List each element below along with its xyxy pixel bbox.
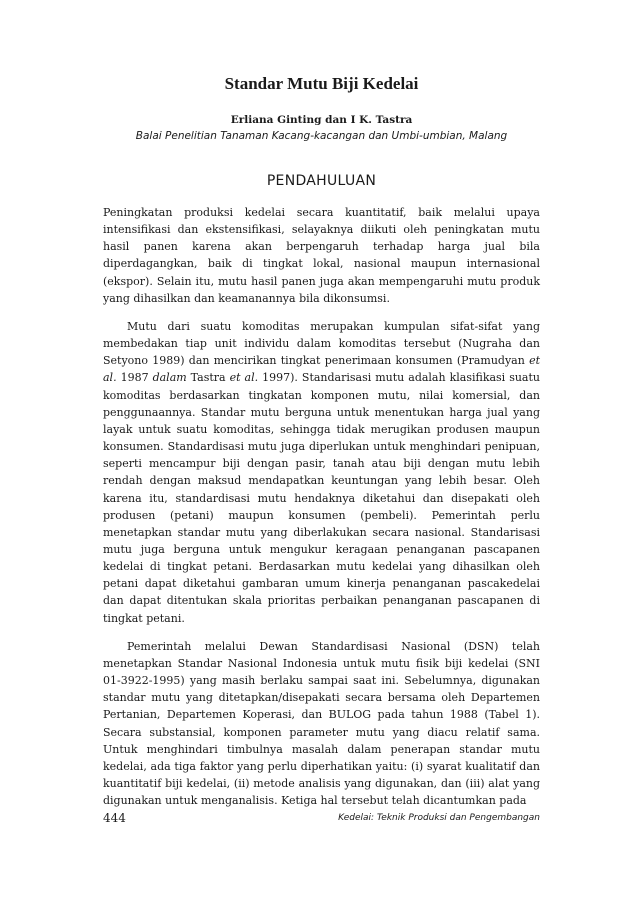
running-footer-title: Kedelai: Teknik Produksi dan Pengembangan xyxy=(338,813,540,823)
paragraph-2-text-d: 1997). Standarisasi mutu adalah klasifikasi suatu komoditas berdasarkan tingkatan komponen mutu, nilai komersial, dan penggunaannya. Standar mutu berguna untuk menentukan harga jual yang layak untuk suatu komoditas, sehingga tidak merugikan produsen maupun konsumen. Standardisasi mutu juga diperlukan untuk menghindari penipuan, seperti mencampur biji dengan pasir, tanah atau biji dengan mutu lebih rendah dengan maksud mendapatkan keuntungan yang lebih besar. Oleh karena itu, standardisasi mutu hendaknya diketahui dan disepakati oleh produsen (petani) maupun konsumen (pembeli). Pemerintah perlu menetapkan standar mutu yang diberlakukan secara nasional. Standarisasi mutu juga berguna untuk mengukur keragaan penanganan pascapanen kedelai di tingkat petani. Berdasarkan mutu kedelai yang dihasilkan oleh petani dapat diketahui gambaran umum kinerja penanganan pascakedelai dan dapat ditentukan skala prioritas perbaikan penanganan pascapanen di tingkat petani. xyxy=(103,371,540,625)
citation-et-al: et al. xyxy=(103,354,540,385)
body-text xyxy=(103,204,540,820)
paragraph-3: Pemerintah melalui Dewan Standardisasi Nasional (DSN) telah menetapkan Standar Nasional Indonesia untuk mutu fisik biji kedelai (SNI 01-3922-1995) yang masih berlaku sampai saat ini. Sebelumnya, digunakan standar mutu yang ditetapkan/disepakati secara bersama oleh Departemen Pertanian, Departemen Koperasi, dan BULOG pada tahun 1988 (Tabel 1). Secara substansial, komponen parameter mutu yang diacu relatif sama. Untuk menghindari timbulnya masalah dalam penerapan standar mutu kedelai, ada tiga faktor yang perlu diperhatikan yaitu: (i) syarat kualitatif dan kuantitatif biji kedelai, (ii) metode analisis yang digunakan, dan (iii) alat yang digunakan untuk menganalisis. Ketiga hal tersebut telah dicantumkan pada xyxy=(103,639,540,808)
paragraph-2 xyxy=(103,318,540,627)
paragraph-2-text-c: Tastra xyxy=(186,371,230,385)
paragraph-2-text-a: Mutu dari suatu komoditas merupakan kumpulan sifat-sifat yang membedakan tiap unit individu dalam komoditas tersebut (Nugraha dan Setyono 1989) dan mencirikan tingkat penerimaan konsumen (Pramudyan xyxy=(103,319,540,368)
article-authors: Erliana Ginting dan I K. Tastra xyxy=(230,114,413,126)
citation-et-al: et al. xyxy=(229,371,259,385)
paragraph-1: Peningkatan produksi kedelai secara kuantitatif, baik melalui upaya intensifikasi dan ekstensifikasi, selayaknya diikuti oleh peningkatan mutu hasil panen karena akan berpengaruh terhadap harga jual bila diperdagangkan, baik di tingkat lokal, nasional maupun internasional (ekspor). Selain itu, mutu hasil panen juga akan mempengaruhi mutu produk yang dihasilkan dan keamanannya bila dikonsumsi. xyxy=(103,206,540,305)
page-number: 444 xyxy=(103,811,126,825)
section-heading: PENDAHULUAN xyxy=(266,173,377,189)
citation-dalam: dalam xyxy=(152,371,187,385)
paragraph-2-text-b: 1987 xyxy=(116,371,153,385)
author-affiliation: Balai Penelitian Tanaman Kacang-kacangan dan Umbi-umbian, Malang xyxy=(135,130,508,142)
article-title: Standar Mutu Biji Kedelai xyxy=(224,74,419,93)
